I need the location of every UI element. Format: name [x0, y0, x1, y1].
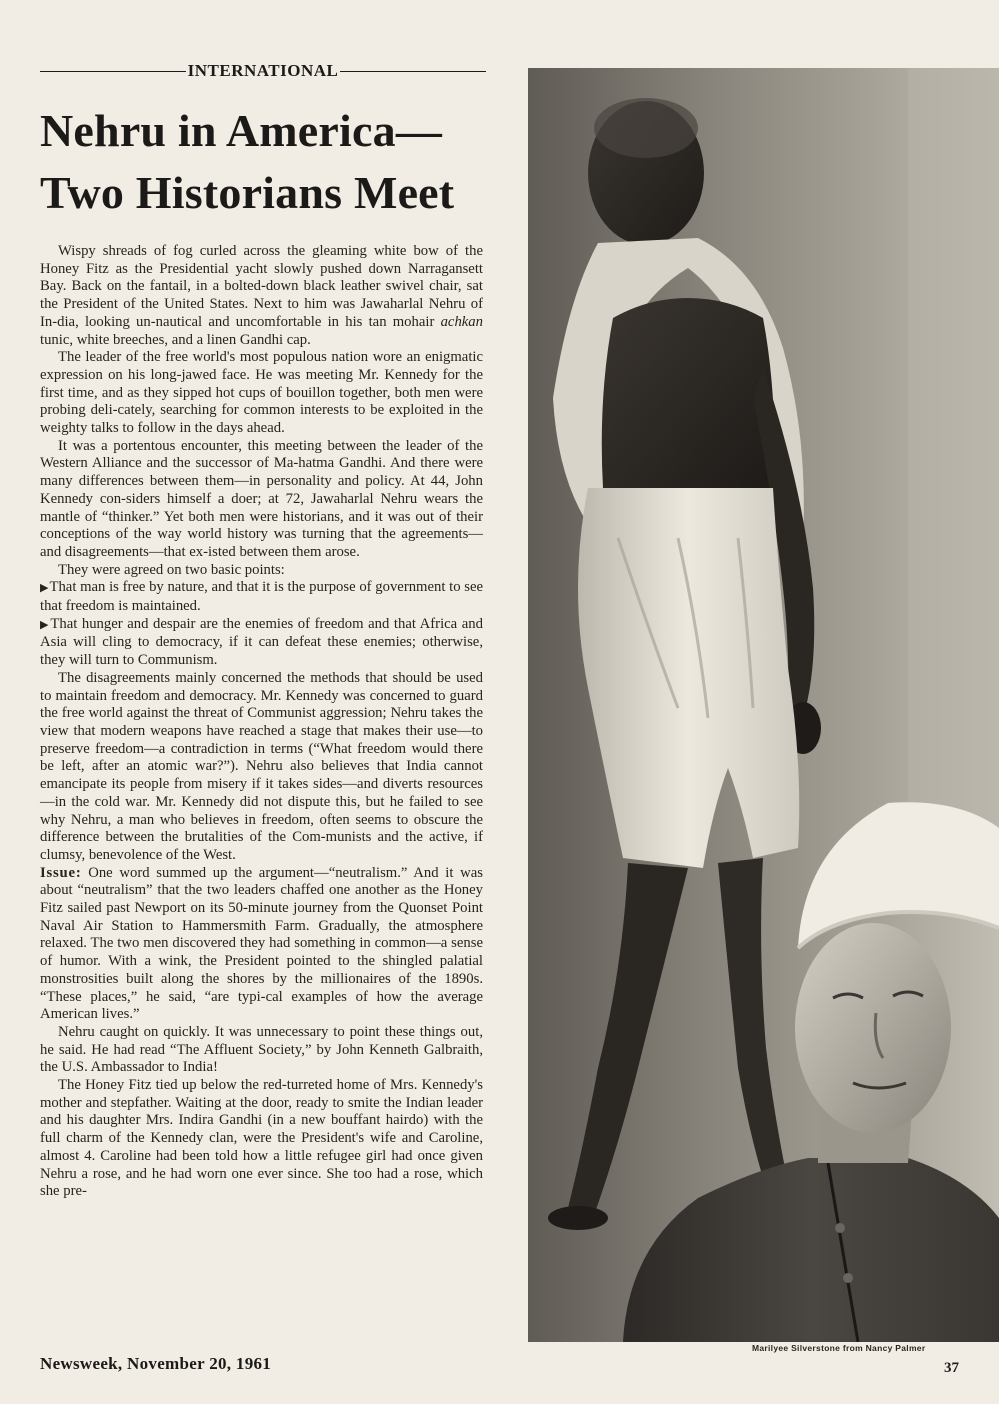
- article-paragraph-8: The Honey Fitz tied up below the red-turreted home of Mrs. Kennedy's mother and stepfather. Waiting at the door, ready to smite the Indian leader and his daughter Mrs. Indira Gandhi (in a new bouffant hairdo) with the full charm of the Kennedy clan, were the President's wife and Caroline, almost 4. Caroline had been told how a little refugee girl had once given Nehru a rose, and he had worn one ever since. She too had a rose, which she pre-: [40, 1077, 483, 1200]
- article-paragraph-3: It was a portentous encounter, this meeting between the leader of the Western Alliance and the successor of Ma-hatma Gandhi. And there were many differences between them—in personality and policy. At 44, John Kennedy con-siders himself a doer; at 72, Jawaharlal Nehru wears the mantle of “thinker.” Yet both men were historians, and it was out of their conceptions of the way world history was turning that the agreements—and disagreements—that ex-isted between them arose.: [40, 437, 483, 560]
- headline-line-1: Nehru in America—: [40, 105, 443, 156]
- article-paragraph-4: They were agreed on two basic points:: [58, 561, 285, 578]
- bullet-point-1: ▶That man is free by nature, and that it is the purpose of government to see that freedom is maintained.: [40, 579, 483, 615]
- subhead-issue: Issue:: [40, 864, 82, 881]
- section-rule-right: [340, 71, 486, 72]
- publication-footer: Newsweek, November 20, 1961: [40, 1354, 272, 1373]
- section-rule-left: [40, 71, 186, 72]
- article-body: [40, 243, 483, 1201]
- bullet-arrow-icon: ▶: [40, 618, 50, 631]
- photo-gandhi-nehru: [528, 68, 999, 1342]
- bullet-arrow-icon: ▶: [40, 582, 49, 595]
- photo-credit: Marilyee Silverstone from Nancy Palmer: [752, 1343, 926, 1353]
- section-label: INTERNATIONAL: [187, 61, 339, 80]
- article-paragraph-7: Nehru caught on quickly. It was unnecessary to point these things out, he said. He had read “The Affluent Society,” by John Kenneth Galbraith, the U.S. Ambassador to India!: [40, 1023, 483, 1076]
- headline: [40, 100, 488, 224]
- page-number: 37: [944, 1360, 959, 1376]
- bullet-point-2: ▶That hunger and despair are the enemies of freedom and that Africa and Asia will cling to democracy, if it can defeat these enemies; otherwise, they will turn to Communism.: [40, 615, 483, 669]
- article-paragraph-2: The leader of the free world's most populous nation wore an enigmatic expression on his long-jawed face. He was meeting Mr. Kennedy for the first time, and as they sipped hot cups of bouillon together, both men were probing deli-cately, searching for common interests to be exploited in the weighty talks to follow in the days ahead.: [40, 349, 483, 437]
- section-header: [40, 60, 486, 82]
- headline-line-2: Two Historians Meet: [40, 167, 455, 218]
- article-paragraph-1: Wispy shreads of fog curled across the gleaming white bow of the Honey Fitz as the Presidential yacht slowly pushed down Narragansett Bay. Back on the fantail, in a bolted-down black leather swivel chair, sat the President of the United States. Next to him was Jawaharlal Nehru of In-dia, looking un-nautical and uncomfortable in his tan mohair achkan tunic, white breeches, and a linen Gandhi cap.: [40, 243, 483, 348]
- italic-term: achkan: [440, 313, 483, 330]
- article-paragraph-5: The disagreements mainly concerned the methods that should be used to maintain freedom and democracy. Mr. Kennedy was concerned to guard the free world against the threat of Communist aggression; Nehru takes the view that modern weapons have reached a stage that makes their use—to preserve freedom—a contradiction in terms (“What freedom would there be left, after an atomic war?”). Nehru also believes that India cannot emancipate its people from misery if it takes sides—and diverts resources—in the cold war. Mr. Kennedy did not dispute this, but he failed to see why Nehru, a man who believes in freedom, often seems to obscure the difference between the brutalities of the Com-munists and the active, if clumsy, benevolence of the West.: [40, 669, 483, 863]
- photo-illustration: [528, 68, 999, 1342]
- article-paragraph-6: Issue: One word summed up the argument—“neutralism.” And it was about “neutralism” that the two leaders chaffed one another as the Honey Fitz sailed past Newport on its 50-minute journey from the Quonset Point Naval Air Station to Hammersmith Farm. Gradually, the atmosphere relaxed. The two men discovered they had something in common—a sense of humor. With a wink, the President pointed to the shingled palatial monstrosities built along the shores by the millionaires of the 1890s. “These places,” he said, “are typi-cal examples of how the average American lives.”: [40, 864, 483, 1023]
